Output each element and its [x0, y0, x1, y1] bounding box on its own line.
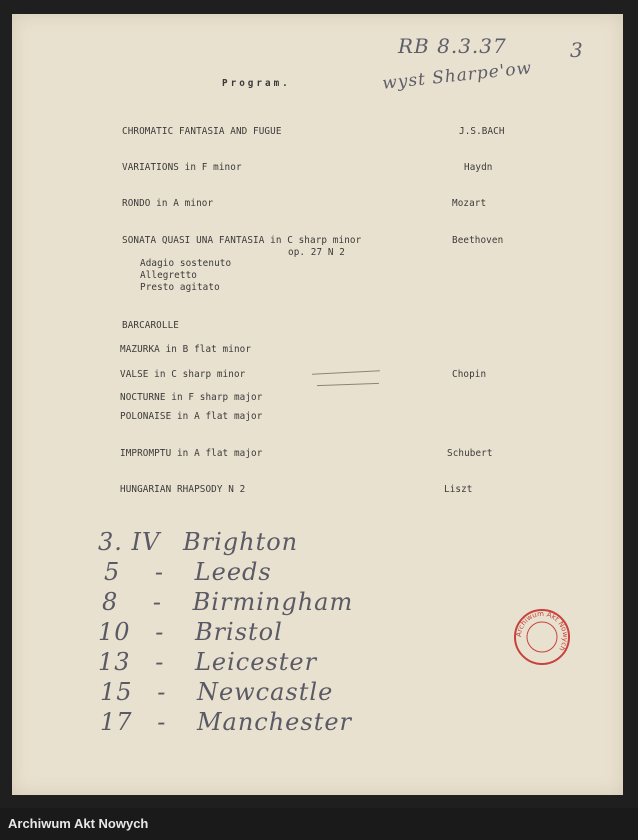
tour-day: 15 — [100, 678, 133, 706]
program-detail: op. 27 N 2 — [288, 247, 345, 258]
program-composer: Mozart — [452, 198, 487, 209]
stamp-text: Archiwum Akt Nowych — [514, 609, 570, 653]
program-work: RONDO in A minor — [122, 198, 214, 209]
program-composer: Haydn — [464, 162, 493, 173]
tour-city: Manchester — [196, 708, 353, 736]
tour-date-row — [98, 528, 298, 556]
tour-date-row — [98, 618, 283, 646]
tour-city: Leicester — [194, 648, 318, 676]
tour-city: Newcastle — [196, 678, 334, 706]
document-page — [12, 14, 623, 795]
tour-day: 13 — [98, 648, 131, 676]
tour-dash: - — [157, 708, 167, 736]
program-composer: Schubert — [447, 448, 493, 459]
footer-bar — [0, 808, 638, 840]
program-work: VALSE in C sharp minor — [120, 369, 246, 380]
archive-stamp-icon — [513, 608, 571, 666]
program-composer: Liszt — [444, 484, 473, 495]
tour-dash: - — [155, 648, 165, 676]
program-work: NOCTURNE in F sharp major — [120, 392, 263, 403]
tour-date-row — [104, 558, 272, 586]
page-number: 3 — [570, 38, 584, 62]
tour-city: Birmingham — [192, 588, 354, 616]
pencil-mark — [317, 383, 379, 386]
program-work: BARCAROLLE — [122, 320, 179, 331]
pencil-mark — [312, 370, 380, 375]
tour-dash: - — [155, 618, 165, 646]
movement: Presto agitato — [140, 282, 220, 293]
program-work: HUNGARIAN RHAPSODY N 2 — [120, 484, 246, 495]
tour-city: Bristol — [194, 618, 283, 646]
tour-dash: - — [152, 588, 163, 616]
tour-city: Brighton — [182, 528, 299, 556]
top-frame — [0, 0, 638, 12]
tour-day: 5 — [104, 558, 121, 586]
program-work: CHROMATIC FANTASIA AND FUGUE — [122, 126, 282, 137]
movement: Allegretto — [140, 270, 197, 281]
tour-day: 3. IV — [98, 528, 161, 556]
tour-date-row — [100, 678, 333, 706]
tour-day: 8 — [102, 588, 119, 616]
program-work: POLONAISE in A flat major — [120, 411, 263, 422]
tour-day: 17 — [100, 708, 133, 736]
tour-date-row — [102, 588, 353, 616]
tour-dash: - — [157, 678, 167, 706]
annotation-sub: wyst Sharpe'ow — [381, 58, 534, 94]
tour-dash: - — [154, 558, 165, 586]
program-work: MAZURKA in B flat minor — [120, 344, 252, 355]
program-work: VARIATIONS in F minor — [122, 162, 242, 173]
program-composer: J.S.BACH — [459, 126, 505, 137]
movement: Adagio sostenuto — [140, 258, 232, 269]
page-title: Program. — [222, 78, 291, 89]
tour-date-row — [98, 648, 317, 676]
tour-day: 10 — [98, 618, 131, 646]
svg-text:Archiwum Akt Nowych — [515, 610, 569, 652]
program-composer: Chopin — [452, 369, 487, 380]
program-composer: Beethoven — [452, 235, 504, 246]
program-work: SONATA QUASI UNA FANTASIA in C sharp minor — [122, 235, 362, 246]
tour-city: Leeds — [194, 558, 272, 586]
tour-date-row — [100, 708, 352, 736]
footer-label: Archiwum Akt Nowych — [8, 816, 149, 831]
annotation-top: RB 8.3.37 — [398, 34, 507, 58]
program-work: IMPROMPTU in A flat major — [120, 448, 263, 459]
